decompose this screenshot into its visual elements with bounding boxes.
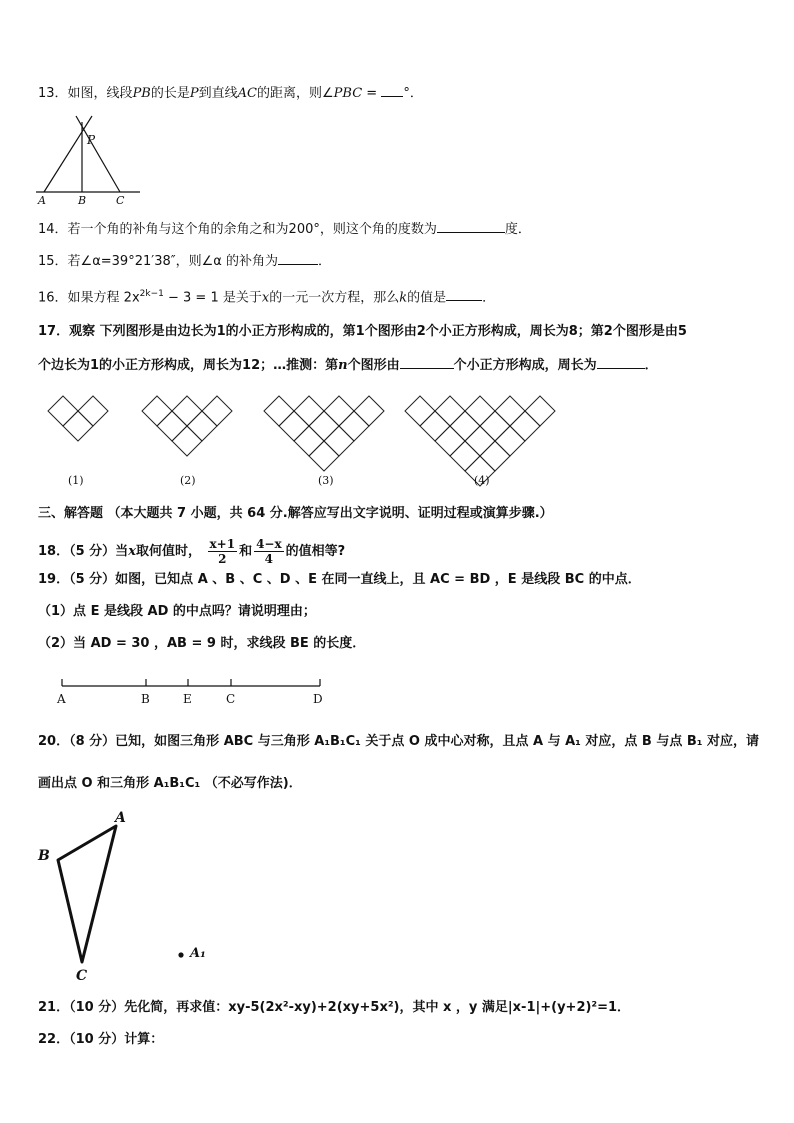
q20-figure bbox=[40, 810, 200, 985]
q13-figure bbox=[36, 112, 146, 204]
fraction-1: $\frac{x+1}{2}$ bbox=[209, 537, 236, 566]
q20-line1: 20．（8 分）已知，如图三角形 ABC 与三角形 A₁B₁C₁ 关于点 O 成中心对称，且点 A 与 A₁ 对应，点 B 与点 B₁ 对应，请 bbox=[38, 734, 760, 749]
unit-square bbox=[142, 396, 172, 426]
q17-perimeter-blank bbox=[597, 354, 645, 369]
q17-figures bbox=[0, 390, 794, 470]
unit-square bbox=[202, 396, 232, 426]
unit-square bbox=[172, 396, 202, 426]
unit-square bbox=[48, 396, 78, 426]
unit-square bbox=[324, 396, 354, 426]
point-d: D bbox=[313, 692, 323, 706]
point-e: E bbox=[183, 692, 192, 706]
unit-square bbox=[465, 396, 495, 426]
unit-square bbox=[172, 426, 202, 456]
q13-answer-blank bbox=[381, 82, 403, 97]
point-a: A bbox=[57, 692, 66, 706]
q13-text: 13．如图，线段PB的长是P到直线AC的距离，则∠PBC = °． bbox=[38, 82, 423, 104]
point-b: B bbox=[141, 692, 150, 706]
unit-square bbox=[495, 396, 525, 426]
point-a1-dot bbox=[178, 952, 183, 957]
q19-sub2: （2）当 AD = 30 ，AB = 9 时，求线段 BE 的长度． bbox=[38, 636, 366, 651]
q14-answer-blank bbox=[437, 218, 505, 233]
q20-line2: 画出点 O 和三角形 A₁B₁C₁ （不必写作法)． bbox=[38, 776, 302, 791]
unit-square bbox=[63, 411, 93, 441]
q19-sub1: （1）点 E 是线段 AD 的中点吗？请说明理由； bbox=[38, 604, 316, 619]
point-c: C bbox=[226, 692, 236, 706]
label-p: P bbox=[87, 133, 96, 147]
q22-text: 22．（10 分）计算： bbox=[38, 1032, 164, 1047]
q15-answer-blank bbox=[278, 250, 318, 265]
q17-line2: 个边长为1的小正方形构成，周长为12；…推测：第n个图形由 个小正方形构成，周长为 ． bbox=[38, 354, 658, 376]
unit-square bbox=[157, 411, 187, 441]
unit-square bbox=[405, 396, 435, 426]
unit-square bbox=[465, 426, 495, 456]
unit-square bbox=[480, 411, 510, 441]
q14-text: 14．若一个角的补角与这个角的余角之和为200°，则这个角的度数为 度． bbox=[38, 218, 531, 240]
unit-square bbox=[354, 396, 384, 426]
unit-square bbox=[309, 411, 339, 441]
vertex-c: C bbox=[76, 968, 88, 984]
pattern-figure-3 bbox=[264, 396, 384, 471]
unit-square bbox=[525, 396, 555, 426]
q19-text: 19．（5 分）如图，已知点 A 、B 、C 、D 、E 在同一直线上，且 AC = BD ，E 是线段 BC 的中点． bbox=[38, 572, 641, 587]
unit-square bbox=[294, 426, 324, 456]
unit-square bbox=[264, 396, 294, 426]
q15-text: 15．若∠α=39°21′38″，则∠α 的补角为 ． bbox=[38, 250, 331, 272]
unit-square bbox=[480, 441, 510, 471]
unit-square bbox=[450, 411, 480, 441]
vertex-a: A bbox=[115, 810, 126, 826]
unit-square bbox=[187, 411, 217, 441]
unit-square bbox=[435, 396, 465, 426]
point-a1-label: A₁ bbox=[190, 946, 206, 961]
vertex-b: B bbox=[38, 848, 50, 864]
caption-4: (4) bbox=[474, 474, 490, 487]
unit-square bbox=[510, 411, 540, 441]
caption-3: (3) bbox=[318, 474, 334, 487]
section3-title: 三、解答题 （本大题共 7 小题，共 64 分.解答应写出文字说明、证明过程或演算步骤.） bbox=[38, 506, 553, 521]
fraction-2: $\frac{4-x}{4}$ bbox=[256, 537, 282, 566]
unit-square bbox=[309, 441, 339, 471]
pattern-figure-1 bbox=[48, 396, 108, 441]
unit-square bbox=[495, 426, 525, 456]
q16-answer-blank bbox=[446, 286, 482, 301]
triangle-abc bbox=[58, 826, 116, 962]
caption-1: (1) bbox=[68, 474, 84, 487]
label-b: B bbox=[78, 194, 87, 207]
unit-square bbox=[324, 426, 354, 456]
q17-count-blank bbox=[400, 354, 454, 369]
label-c: C bbox=[116, 194, 125, 207]
line-a-extended bbox=[44, 116, 92, 192]
q13-number: 13． bbox=[38, 86, 68, 101]
pattern-figure-2 bbox=[142, 396, 232, 456]
unit-square bbox=[435, 426, 465, 456]
label-a: A bbox=[38, 194, 46, 207]
caption-2: (2) bbox=[180, 474, 196, 487]
q18-text: 18．（5 分）当x取何值时， $\frac{x+1}{2}$ 和 $\frac{4-x}{4}$ 的值相等? bbox=[38, 537, 346, 566]
unit-square bbox=[78, 396, 108, 426]
q19-figure bbox=[58, 676, 328, 692]
pattern-figure-4 bbox=[405, 396, 555, 486]
q16-text: 16．如果方程 $2x^{2k-1} - 3 = 1$ 是关于x的一元一次方程，那么k的值是 ． bbox=[38, 284, 495, 308]
q21-text: 21．（10 分）先化简，再求值：xy-5(2x²-xy)+2(xy+5x²)，其中 x ，y 满足|x-1|+(y+2)²=1． bbox=[38, 1000, 631, 1015]
unit-square bbox=[279, 411, 309, 441]
unit-square bbox=[294, 396, 324, 426]
unit-square bbox=[450, 441, 480, 471]
unit-square bbox=[339, 411, 369, 441]
unit-square bbox=[420, 411, 450, 441]
q17-line1: 17．观察 下列图形是由边长为1的小正方形构成的，第1个图形由2个小正方形构成，周长为8；第2个图形是由5 bbox=[38, 324, 687, 339]
